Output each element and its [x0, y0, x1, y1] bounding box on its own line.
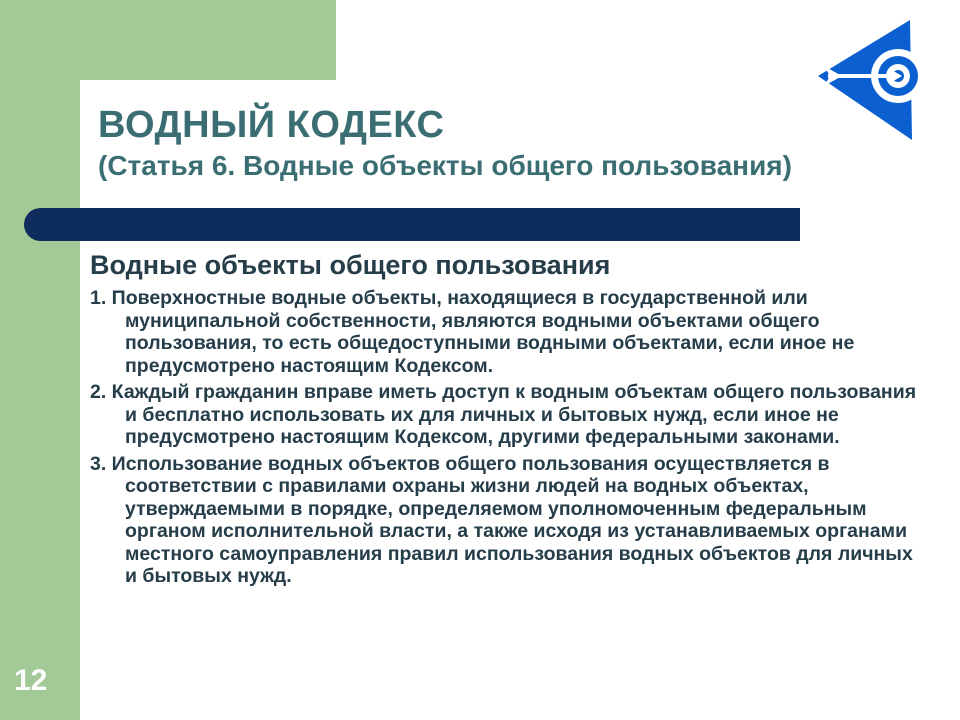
decorative-green-top-block: [0, 0, 336, 80]
article-clause-1: 1. Поверхностные водные объекты, находящиеся в государственной или муниципальной собственности, являются водными объектами общего пользования, то есть общедоступными водными объектами, если иное не предусмотрено настоящим Кодексом.: [90, 287, 855, 377]
slide-number: 12: [14, 664, 48, 697]
article-clause-2: 2. Каждый гражданин вправе иметь доступ к водным объектам общего пользования и бесплатно использовать их для личных и бытовых нужд, если иное не предусмотрено настоящим Кодексом, другими федеральными законами.: [90, 381, 917, 448]
title-divider-bar: [24, 208, 800, 241]
slide-body: [90, 250, 928, 592]
target-arrow-icon: [812, 20, 932, 140]
decorative-green-left-strip: [0, 80, 80, 720]
slide-title: ВОДНЫЙ КОДЕКС: [98, 104, 445, 146]
article-clauses-list: [90, 287, 928, 588]
article-clause-3: 3. Использование водных объектов общего пользования осуществляется в соответствии с правилами охраны жизни людей на водных объектах, утверждаемыми в порядке, определяемом уполномоченным федеральным органом исполнительной власти, а также исходя из устанавливаемых органами местного самоуправления правил использования водных объектов для личных и бытовых нужд.: [90, 452, 913, 587]
section-heading: Водные объекты общего пользования: [90, 250, 611, 280]
slide-subtitle: (Статья 6. Водные объекты общего пользования): [98, 150, 792, 181]
